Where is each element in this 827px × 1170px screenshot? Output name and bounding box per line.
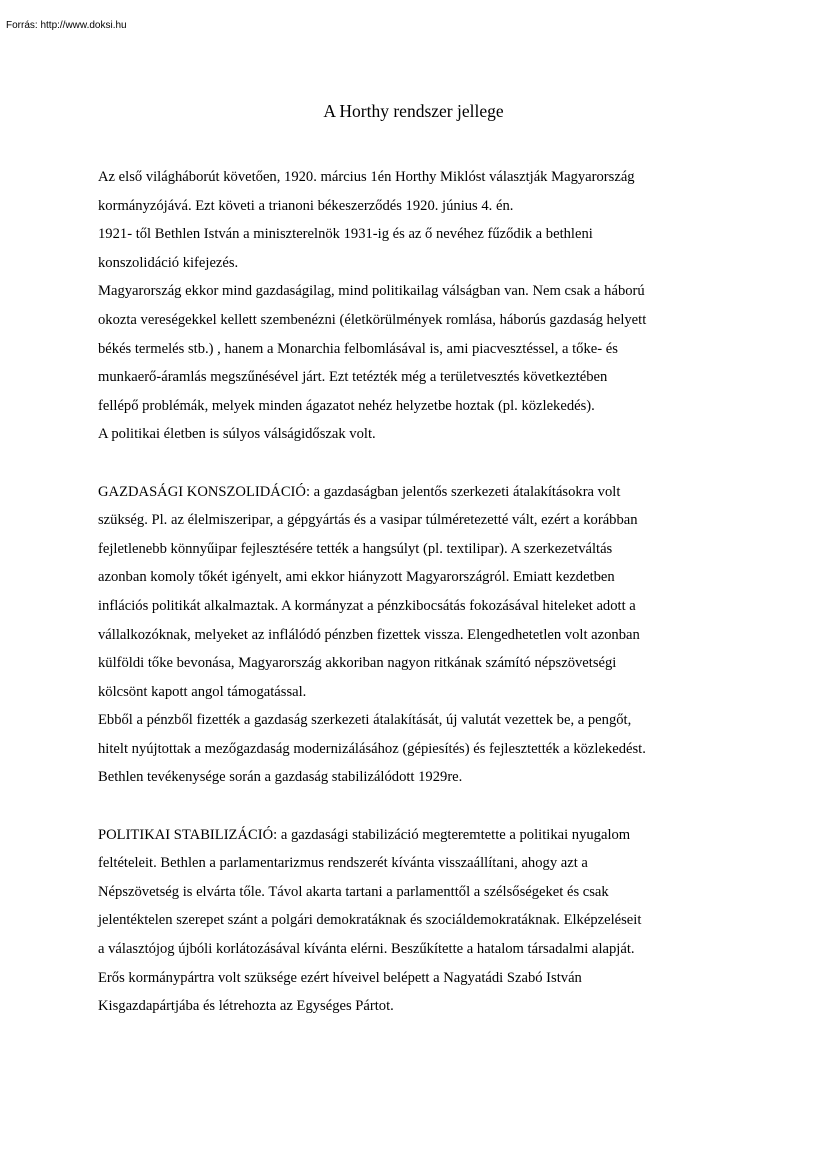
text-line: Ebből a pénzből fizették a gazdaság szerkezeti átalakítását, új valutát vezettek be, a pengőt,	[98, 712, 632, 729]
text-line: Népszövetség is elvárta tőle. Távol akarta tartani a parlamenttől a szélsőségeket és csak	[98, 883, 609, 900]
text-line: vállalkozóknak, melyeket az inflálódó pénzben fizettek vissza. Elengedhetetlen volt azonban	[98, 626, 640, 643]
text-line: jelentéktelen szerepet szánt a polgári demokratáknak és szociáldemokratáknak. Elképzeléseit	[98, 912, 642, 929]
text-line: a választójog újbóli korlátozásával kívánta elérni. Beszűkítette a hatalom társadalmi alapját.	[98, 941, 635, 958]
text-line: békés termelés stb.) , hanem a Monarchia felbomlásával is, ami piacvesztéssel, a tőke- és	[98, 340, 618, 357]
text-line: hitelt nyújtottak a mezőgazdaság modernizálásához (gépiesítés) és fejlesztették a közlekedést.	[98, 740, 646, 757]
text-line: kormányzójává. Ezt követi a trianoni békeszerződés 1920. június 4. én.	[98, 197, 514, 214]
text-line: inflációs politikát alkalmaztak. A kormányzat a pénzkibocsátás fokozásával hiteleket adott a	[98, 597, 636, 614]
text-line: Bethlen tevékenysége során a gazdaság stabilizálódott 1929re.	[98, 769, 463, 786]
text-line: 1921- től Bethlen István a miniszterelnök 1931-ig és az ő nevéhez fűződik a bethleni	[98, 226, 593, 243]
paragraph-gap	[98, 449, 738, 478]
text-line: konszolidáció kifejezés.	[98, 254, 239, 271]
text-line: feltételeit. Bethlen a parlamentarizmus rendszerét kívánta visszaállítani, ahogy azt a	[98, 855, 588, 872]
text-line: A politikai életben is súlyos válságidőszak volt.	[98, 426, 376, 443]
text-line: fellépő problémák, melyek minden ágazatot nehéz helyzetbe hoztak (pl. közlekedés).	[98, 397, 595, 414]
text-line: külföldi tőke bevonása, Magyarország akkoriban nagyon ritkának számító népszövetségi	[98, 655, 617, 672]
text-line: szükség. Pl. az élelmiszeripar, a gépgyártás és a vasipar túlméretezetté vált, ezért a korábban	[98, 512, 638, 529]
document-body	[98, 163, 738, 1021]
text-line: okozta vereségekkel kellett szembenézni (életkörülmények romlása, háborús gazdaság helyett	[98, 311, 647, 328]
text-line: fejletlenebb könnyűipar fejlesztésére tették a hangsúlyt (pl. textilipar). A szerkezetváltás	[98, 540, 613, 557]
text-line: POLITIKAI STABILIZÁCIÓ: a gazdasági stabilizáció megteremtette a politikai nyugalom	[98, 826, 631, 843]
paragraph-economic-consolidation	[98, 478, 738, 793]
text-line: kölcsönt kapott angol támogatással.	[98, 683, 307, 700]
text-line: Az első világháborút követően, 1920. március 1én Horthy Miklóst választják Magyarország	[98, 169, 635, 185]
paragraph-political-stabilization	[98, 821, 738, 1021]
paragraph-gap	[98, 792, 738, 821]
text-line: Magyarország ekkor mind gazdaságilag, mind politikailag válságban van. Nem csak a háború	[98, 283, 645, 300]
paragraph-intro	[98, 163, 738, 449]
text-line: Kisgazdapártjába és létrehozta az Egységes Pártot.	[98, 998, 394, 1015]
text-line: azonban komoly tőkét igényelt, ami ekkor hiányzott Magyarországról. Emiatt kezdetben	[98, 569, 615, 586]
source-note: Forrás: http://www.doksi.hu	[6, 20, 127, 31]
page-title: A Horthy rendszer jellege	[323, 101, 504, 121]
text-line: GAZDASÁGI KONSZOLIDÁCIÓ: a gazdaságban jelentős szerkezeti átalakításokra volt	[98, 483, 621, 500]
text-line: munkaerő-áramlás megszűnésével járt. Ezt tetézték még a területvesztés következtében	[98, 369, 608, 386]
text-line: Erős kormánypártra volt szüksége ezért híveivel belépett a Nagyatádi Szabó István	[98, 969, 582, 986]
